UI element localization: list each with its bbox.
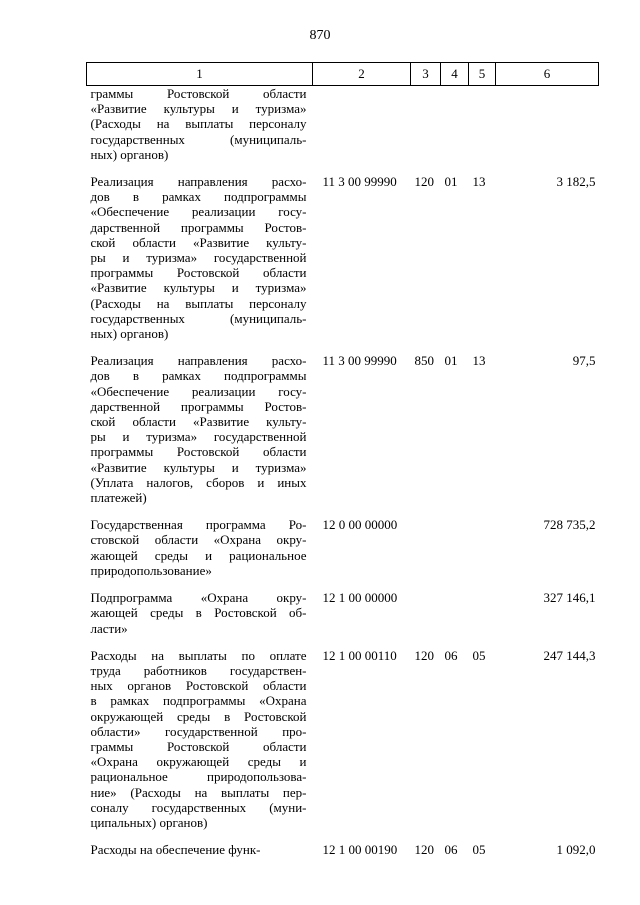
expense-name — [87, 353, 313, 505]
expense-name-line: ных) органов) — [90, 326, 169, 342]
amount — [496, 86, 599, 163]
subsection-code: 13 — [472, 174, 486, 190]
subsection-code: 05 — [472, 842, 486, 858]
expense-name-line: «Обеспечение реализации госу- — [90, 204, 307, 220]
row-spacer — [87, 830, 599, 842]
expense-name-line: (Уплата налогов, сборов и иных — [90, 474, 307, 490]
target-article-code: 11 3 00 99990 — [322, 174, 397, 190]
expense-name-line: области» государственной про- — [90, 723, 307, 739]
subsection-code: 13 — [472, 353, 486, 369]
column-header: 1 — [87, 63, 313, 86]
expense-name-line: дов в рамках подпрограммы — [90, 189, 307, 205]
expense-name — [87, 648, 313, 830]
expense-name-line: программы Ростовской области — [90, 444, 307, 460]
expense-name-line: платежей) — [90, 490, 147, 506]
target-article-code — [313, 86, 411, 163]
expense-name-line: ных органов Ростовской области — [90, 678, 307, 694]
expense-name-line: жающей среды в Ростовской об- — [90, 605, 307, 621]
amount: 728 735,2 — [543, 517, 596, 533]
expense-name — [87, 517, 313, 578]
expense-name-line: ской области «Развитие культу- — [90, 414, 307, 430]
row-spacer — [87, 505, 599, 517]
expense-type-code: 850 — [414, 353, 434, 369]
expense-name-line: ры и туризма» государственной — [90, 250, 307, 266]
table-body — [87, 86, 599, 858]
expense-name-line: в рамках подпрограммы «Охрана — [90, 693, 307, 709]
amount: 327 146,1 — [543, 590, 596, 606]
table-row — [87, 590, 599, 636]
row-spacer — [87, 162, 599, 174]
expense-name-line: ципальных) органов) — [90, 814, 208, 830]
subsection-code — [469, 517, 496, 578]
row-spacer — [87, 578, 599, 590]
row-spacer — [87, 341, 599, 353]
section-code: 01 — [444, 174, 458, 190]
expense-type-code: 120 — [414, 647, 434, 663]
expense-name — [87, 86, 313, 163]
expense-name-line: государственных (муниципаль- — [90, 131, 307, 147]
expense-name-line: ры и туризма» государственной — [90, 429, 307, 445]
expense-name-line: Расходы на обеспечение функ- — [90, 842, 261, 858]
expense-name-line: «Развитие культуры и туризма» — [90, 280, 307, 296]
amount: 97,5 — [572, 353, 596, 369]
expense-name-line: соналу государственных (муни- — [90, 799, 307, 815]
target-article-code: 12 1 00 00190 — [322, 842, 398, 858]
expense-name-line: «Развитие культуры и туризма» — [90, 459, 307, 475]
section-code: 01 — [444, 353, 458, 369]
column-header: 2 — [313, 63, 411, 86]
column-header: 3 — [411, 63, 441, 86]
table-row — [87, 648, 599, 830]
expense-name-line: рациональное природопользова- — [90, 769, 307, 785]
expense-name-line: ных) органов) — [90, 146, 169, 162]
table-row — [87, 842, 599, 857]
amount: 1 092,0 — [556, 842, 596, 858]
expense-name-line: стовской области «Охрана окру- — [90, 532, 307, 548]
expense-name-line: дарственной программы Ростов- — [90, 398, 307, 414]
target-article-code: 11 3 00 99990 — [322, 353, 397, 369]
amount: 247 144,3 — [543, 647, 596, 663]
expense-name-line: (Расходы на выплаты персоналу — [90, 295, 307, 311]
target-article-code: 12 1 00 00110 — [322, 647, 397, 663]
expense-type-code — [411, 86, 441, 163]
table-header-row — [87, 63, 599, 86]
expense-name — [87, 842, 313, 857]
expense-name-line: ской области «Развитие культу- — [90, 234, 307, 250]
expense-name-line: ласти» — [90, 620, 128, 636]
expense-name-line: ние» (Расходы на выплаты пер- — [90, 784, 307, 800]
section-code — [441, 86, 469, 163]
table-row — [87, 517, 599, 578]
subsection-code — [469, 590, 496, 636]
subsection-code: 05 — [472, 647, 486, 663]
section-code — [441, 517, 469, 578]
expense-name-line: государственных (муниципаль- — [90, 310, 307, 326]
target-article-code: 12 1 00 00000 — [322, 590, 398, 606]
expense-name-line: «Обеспечение реализации госу- — [90, 383, 307, 399]
expense-name-line: «Развитие культуры и туризма» — [90, 101, 307, 117]
expense-name-line: Расходы на выплаты по оплате — [90, 647, 307, 663]
column-header: 6 — [496, 63, 599, 86]
expense-name-line: Подпрограмма «Охрана окру- — [90, 590, 307, 606]
row-spacer — [87, 636, 599, 648]
column-header: 5 — [469, 63, 496, 86]
expense-name-line: (Расходы на выплаты персоналу — [90, 116, 307, 132]
expense-type-code: 120 — [414, 174, 434, 190]
section-code — [441, 590, 469, 636]
expense-name-line: граммы Ростовской области — [90, 738, 307, 754]
expense-type-code: 120 — [414, 842, 434, 858]
page-number: 870 — [309, 28, 331, 43]
subsection-code — [469, 86, 496, 163]
expense-type-code — [411, 517, 441, 578]
expense-name-line: «Охрана окружающей среды и — [90, 754, 307, 770]
budget-table — [86, 62, 599, 857]
expense-name-line: программы Ростовской области — [90, 265, 307, 281]
expense-name — [87, 590, 313, 636]
expense-name-line: Государственная программа Ро- — [90, 517, 307, 533]
expense-name-line: труда работников государствен- — [90, 662, 307, 678]
table-row — [87, 86, 599, 163]
amount: 3 182,5 — [556, 174, 596, 190]
expense-name-line: Реализация направления расхо- — [90, 174, 307, 190]
table-row — [87, 174, 599, 341]
section-code: 06 — [444, 842, 458, 858]
expense-type-code — [411, 590, 441, 636]
column-header: 4 — [441, 63, 469, 86]
expense-name-line: дарственной программы Ростов- — [90, 219, 307, 235]
expense-name-line: окружающей среды в Ростовской — [90, 708, 307, 724]
expense-name-line: Реализация направления расхо- — [90, 353, 307, 369]
expense-name-line: граммы Ростовской области — [90, 86, 307, 101]
table-row — [87, 353, 599, 505]
section-code: 06 — [444, 647, 458, 663]
expense-name-line: природопользование» — [90, 562, 212, 578]
expense-name — [87, 174, 313, 341]
expense-name-line: жающей среды и рациональное — [90, 547, 307, 563]
target-article-code: 12 0 00 00000 — [322, 517, 398, 533]
expense-name-line: дов в рамках подпрограммы — [90, 368, 307, 384]
